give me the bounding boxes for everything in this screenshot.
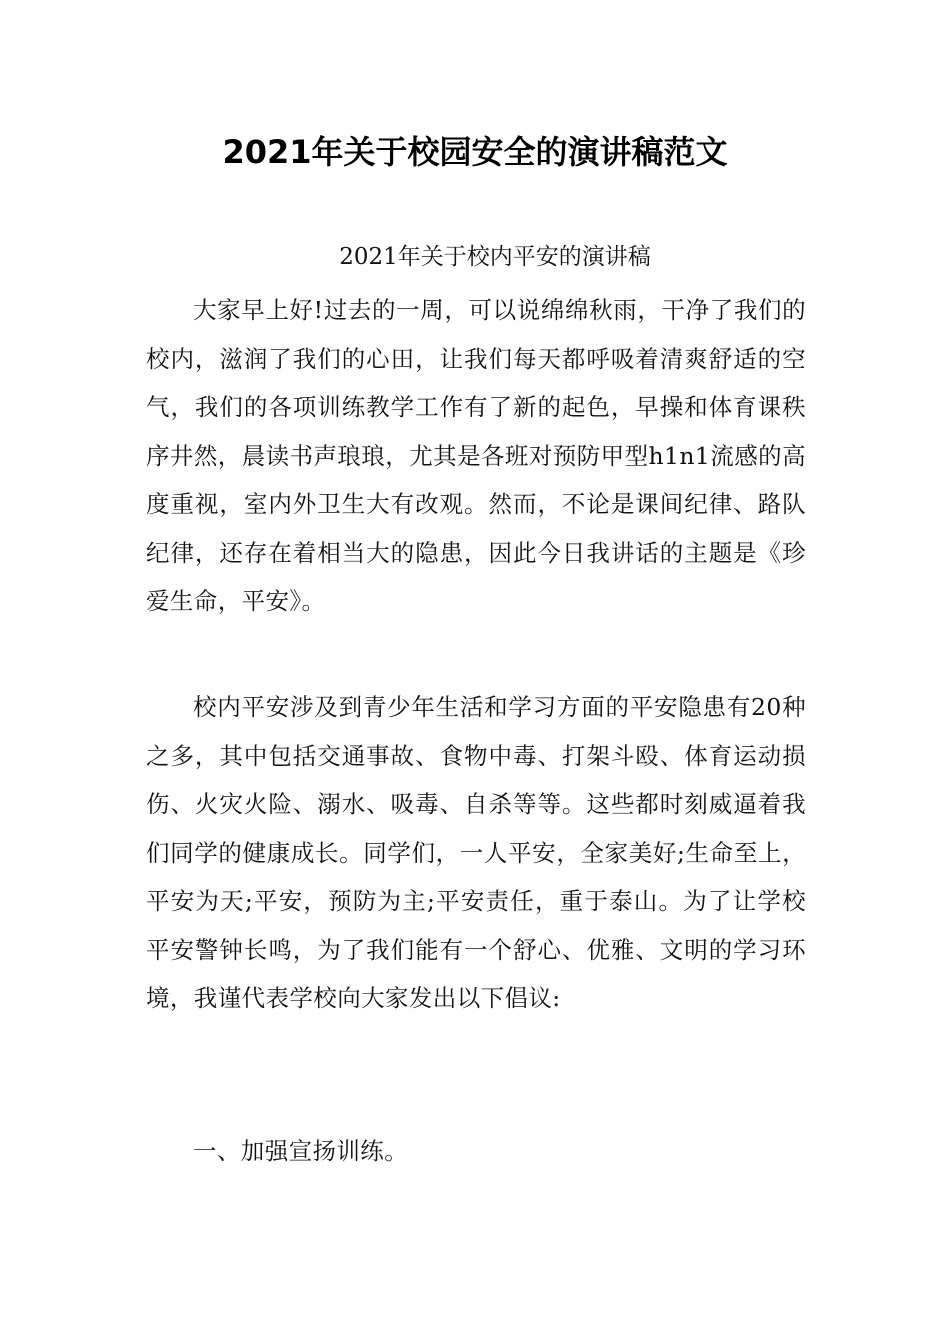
paragraph-opening: 大家早上好!过去的一周，可以说绵绵秋雨，干净了我们的校内，滋润了我们的心田，让我们每天都呼吸着清爽舒适的空气，我们的各项训练教学工作有了新的起色，早操和体育课秩序井然，晨读书声琅琅，尤其是各班对预防甲型h1n1流感的高度重视，室内外卫生大有改观。然而，不论是课间纪律、路队纪律，还存在着相当大的隐患，因此今日我讲话的主题是《珍爱生命，平安》。 bbox=[146, 296, 806, 615]
paragraph-initiative-one: 一、加强宣扬训练。 bbox=[193, 1137, 409, 1165]
document-title: 2021年关于校园安全的演讲稿范文 bbox=[222, 133, 728, 171]
paragraph-safety-hazards: 校内平安涉及到青少年生活和学习方面的平安隐患有20种之多，其中包括交通事故、食物中毒、打架斗殴、体育运动损伤、火灾火险、溺水、吸毒、自杀等等。这些都时刻威逼着我们同学的健康成长。同学们，一人平安，全家美好;生命至上，平安为天;平安，预防为主;平安责任，重于泰山。为了让学校平安警钟长鸣，为了我们能有一个舒心、优雅、文明的学习环境，我谨代表学校向大家发出以下倡议: bbox=[146, 693, 806, 1012]
document-subtitle: 2021年关于校内平安的演讲稿 bbox=[339, 244, 651, 270]
